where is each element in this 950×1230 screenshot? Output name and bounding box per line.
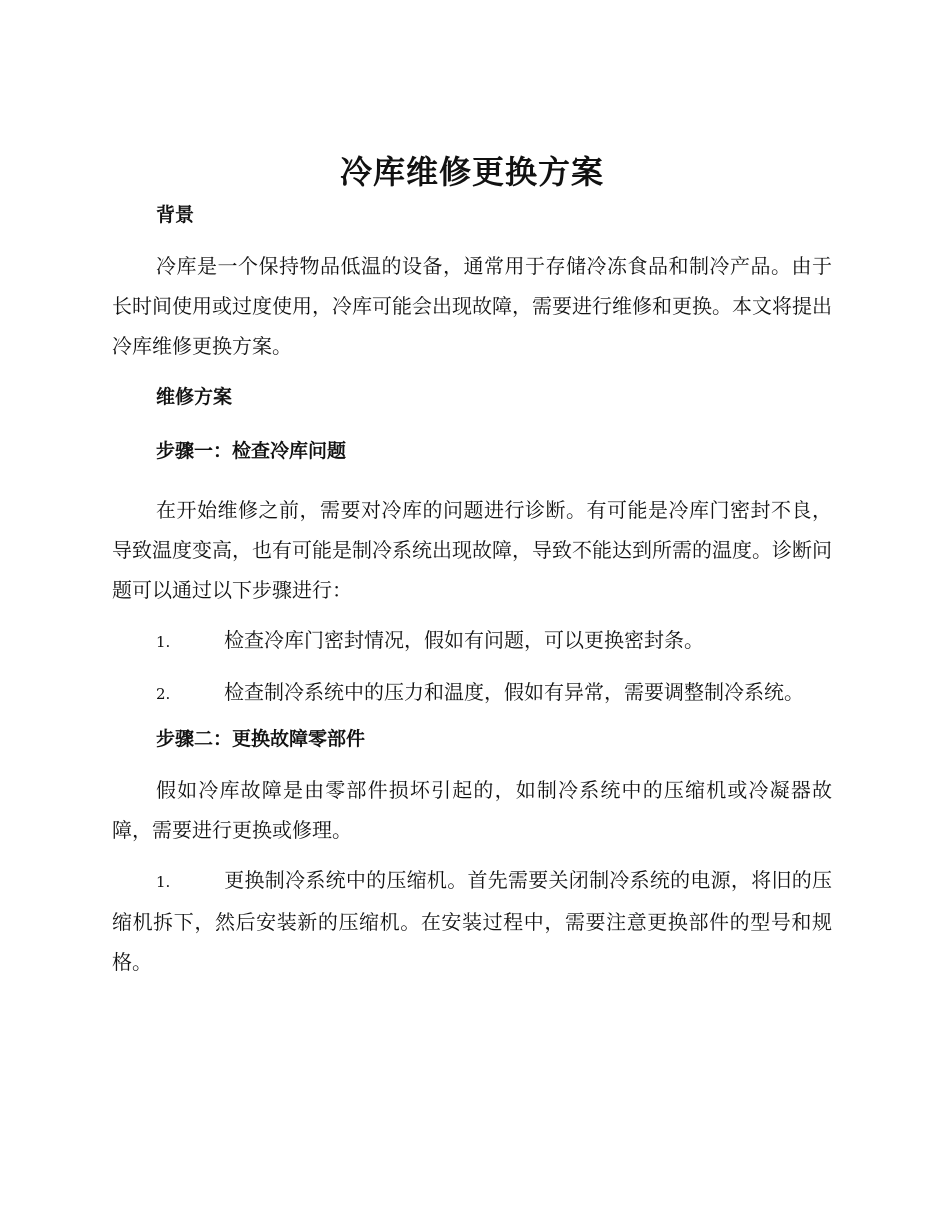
list-number: 1. <box>156 633 171 651</box>
background-paragraph: 冷库是一个保持物品低温的设备，通常用于存储冷冻食品和制冷产品。由于长时间使用或过度使用，冷库可能会出现故障，需要进行维修和更换。本文将提出冷库维修更换方案。 <box>112 254 832 358</box>
step1-list-item <box>112 672 832 714</box>
plan-heading: 维修方案 <box>156 386 233 408</box>
list-text: 检查制冷系统中的压力和温度，假如有异常，需要调整制冷系统。 <box>224 680 804 704</box>
step1-list-item <box>112 620 832 662</box>
background-heading: 背景 <box>156 204 195 226</box>
step2-heading: 步骤二：更换故障零部件 <box>156 728 366 750</box>
list-number: 2. <box>156 685 171 703</box>
document-page <box>112 150 832 982</box>
document-title: 冷库维修更换方案 <box>339 153 604 191</box>
step2-list-item <box>112 860 832 982</box>
step2-paragraph: 假如冷库故障是由零部件损坏引起的，如制冷系统中的压缩机或冷凝器故障，需要进行更换或修理。 <box>112 778 832 842</box>
step1-paragraph: 在开始维修之前，需要对冷库的问题进行诊断。有可能是冷库门密封不良，导致温度变高，也有可能是制冷系统出现故障，导致不能达到所需的温度。诊断问题可以通过以下步骤进行： <box>112 498 832 602</box>
list-text: 更换制冷系统中的压缩机。首先需要关闭制冷系统的电源，将旧的压缩机拆下，然后安装新的压缩机。在安装过程中，需要注意更换部件的型号和规格。 <box>112 868 832 974</box>
step1-heading: 步骤一：检查冷库问题 <box>156 440 347 462</box>
list-text: 检查冷库门密封情况，假如有问题，可以更换密封条。 <box>224 628 704 652</box>
list-number: 1. <box>156 873 171 891</box>
